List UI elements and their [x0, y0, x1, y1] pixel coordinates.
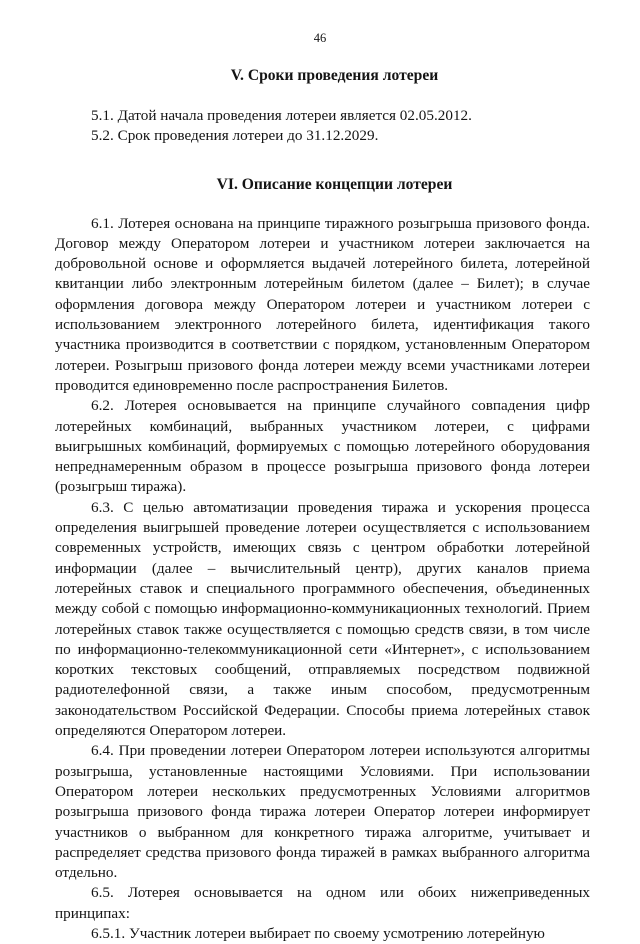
- clause-6-1: 6.1. Лотерея основана на принципе тиражного розыгрыша призового фонда. Договор между Оператором лотереи и участником лотереи заключается на добровольной основе и оформляется выдачей лотерейного билета, лотерейной квитанции либо электронным лотерейным билетом (далее – Билет); в случае оформления договора между Оператором лотереи и участником лотереи с использованием электронного лотерейного билета, идентификация такого участника производится в соответствии с порядком, установленным Оператором лотереи. Розыгрыш призового фонда лотереи между всеми участниками лотереи проводится единовременно после распространения Билетов.: [55, 214, 590, 394]
- clause-6-2: 6.2. Лотерея основывается на принципе случайного совпадения цифр лотерейных комбинаций, выбранных участником лотереи, с цифрами выигрышных комбинаций, формируемых с помощью лотерейного оборудования непреднамеренным образом в процессе розыгрыша призового фонда лотереи (розыгрыш тиража).: [55, 397, 590, 496]
- document-body: [55, 66, 590, 944]
- clause-6-5: 6.5. Лотерея основывается на одном или обоих нижеприведенных принципах:: [55, 884, 590, 922]
- clause-6-3: 6.3. С целью автоматизации проведения тиража и ускорения процесса определения выигрышей проведение лотереи осуществляется с использованием современных устройств, имеющих связь с центром обработки лотерейной информации (далее – вычислительный центр), других каналов приема лотерейных ставок и специального программного обеспечения, объединенных между собой с помощью информационно-коммуникационных технологий. Прием лотерейных ставок также осуществляется с помощью средств связи, в том числе по информационно-телекоммуникационной сети «Интернет», с использованием коротких текстовых сообщений, отправляемых посредством подвижной радиотелефонной связи, а также иным способом, предусмотренным законодательством Российской Федерации. Способы приема лотерейных ставок определяются Оператором лотереи.: [55, 498, 590, 740]
- section-6-heading: VI. Описание концепции лотереи: [216, 175, 453, 193]
- clause-5-2: 5.2. Срок проведения лотереи до 31.12.2029.: [91, 127, 379, 145]
- clause-6-4: 6.4. При проведении лотереи Оператором лотереи используются алгоритмы розыгрыша, установленные настоящими Условиями. При использовании Оператором лотереи нескольких предусмотренных Условиями алгоритмов розыгрыша призового фонда тиража лотереи Оператор лотереи информирует участников о выбранном для конкретного тиража алгоритме, учитывает и распределяет средства призового фонда тиражей в рамках выбранного алгоритма отдельно.: [55, 742, 590, 882]
- clause-5-1: 5.1. Датой начала проведения лотереи является 02.05.2012.: [91, 107, 472, 124]
- page-number: 46: [313, 31, 327, 45]
- clause-6-5-1: 6.5.1. Участник лотереи выбирает по своему усмотрению лотерейную: [91, 924, 545, 942]
- section-5-heading: V. Сроки проведения лотереи: [230, 67, 439, 84]
